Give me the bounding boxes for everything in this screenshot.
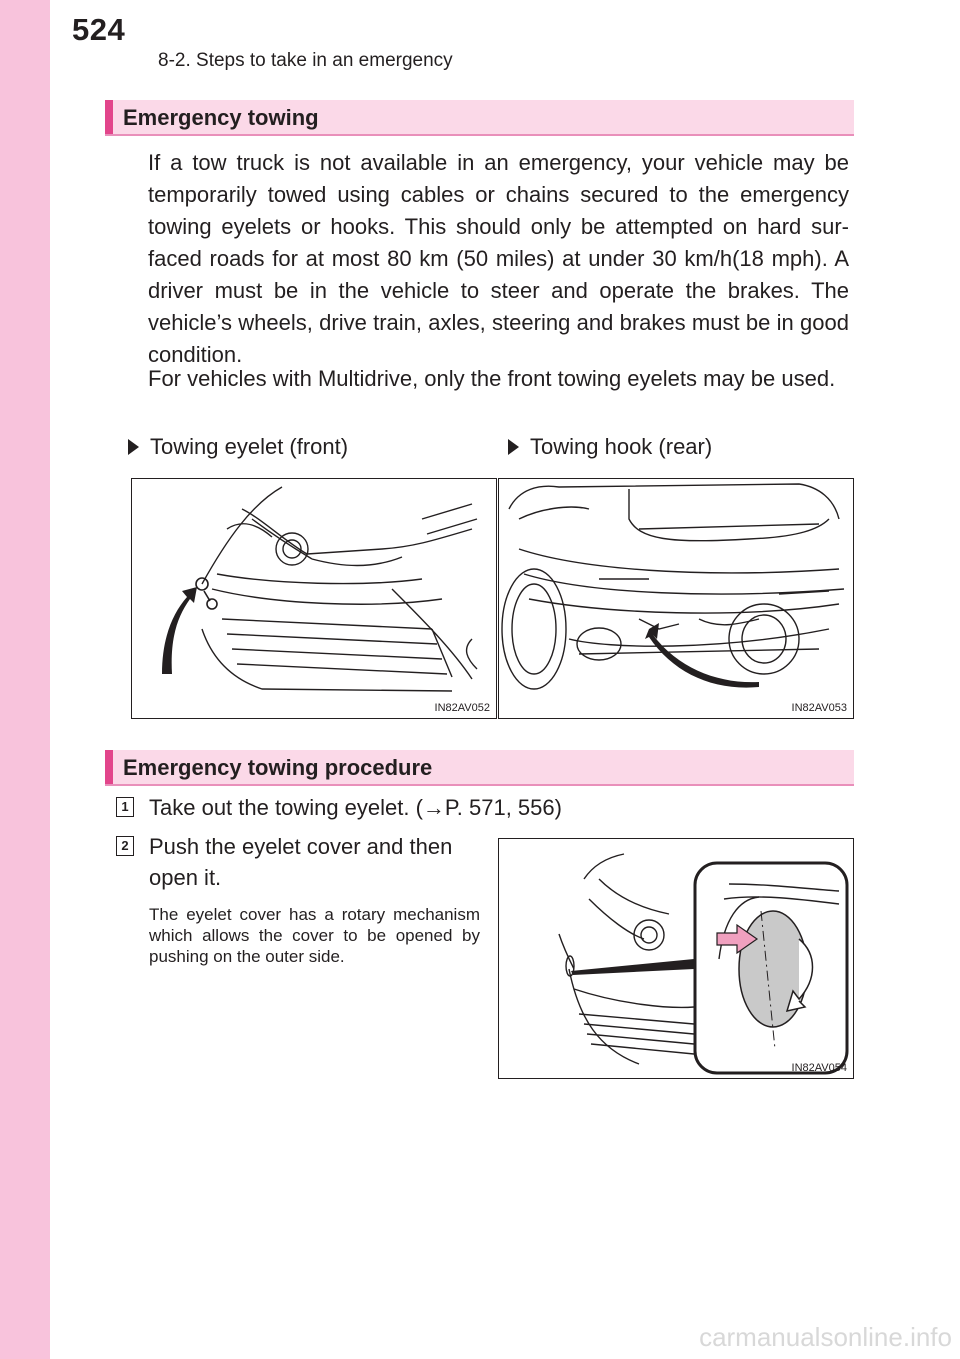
step-1-text: Take out the towing eyelet. (→P. 571, 556) (149, 795, 562, 820)
step-2-text-line-1: Push the eyelet cover and then (149, 834, 453, 859)
side-band (0, 0, 50, 1359)
emergency-towing-heading-bar (105, 100, 854, 136)
pointer-arrow-icon (162, 587, 197, 674)
eyelet-cover (739, 911, 807, 1027)
step-2-text-line-2: open it. (149, 865, 222, 890)
emergency-towing-heading: Emergency towing (123, 105, 319, 130)
towing-paragraph-2: For vehicles with Multidrive, only the front towing eyelets may be used. (148, 366, 836, 391)
figure-code: IN82AV054 (791, 1062, 847, 1074)
figure-code: IN82AV053 (791, 702, 847, 714)
heading-marker (105, 750, 113, 784)
step-2-number: 2 (116, 836, 134, 856)
figure-eyelet-cover (498, 838, 854, 1079)
rear-bumper-illustration (499, 479, 852, 717)
figure-rear-hook (498, 478, 854, 719)
caption-text: Towing hook (rear) (530, 434, 713, 459)
figure-front-eyelet (131, 478, 497, 719)
watermark: carmanualsonline.info (699, 1322, 952, 1352)
page-number: 524 (72, 12, 126, 47)
triangle-bullet-icon (508, 439, 519, 455)
section-title: 8-2. Steps to take in an emergency (158, 50, 453, 71)
caption-text: Towing eyelet (front) (150, 434, 349, 459)
caption-towing-hook-rear (508, 434, 712, 460)
towing-paragraph-1: If a tow truck is not available in an emergency, your vehicle may be temporarily towed using cables or chains secured to the emergency towing eyelets or hooks. This should only be attempted on hard sur-faced roads for at most 80 km (50 miles) at under 30 km/h(18 mph). A driver must be in the vehicle to steer and operate the brakes. The vehicle’s wheels, drive train, axles, steering and brakes must be in good condition. (148, 150, 849, 367)
figure-code: IN82AV052 (434, 702, 490, 714)
eyelet-cover-illustration (499, 839, 852, 1077)
procedure-heading: Emergency towing procedure (123, 755, 433, 780)
step-1-number: 1 (116, 797, 134, 817)
step-2-note: The eyelet cover has a rotary mechanism which allows the cover to be opened by pushing on the outer side. (149, 905, 480, 966)
front-bumper-illustration (132, 479, 495, 717)
caption-towing-eyelet-front (128, 434, 348, 460)
triangle-bullet-icon (128, 439, 139, 455)
pointer-arrow-icon (645, 623, 759, 688)
procedure-heading-bar (105, 750, 854, 786)
heading-marker (105, 100, 113, 134)
